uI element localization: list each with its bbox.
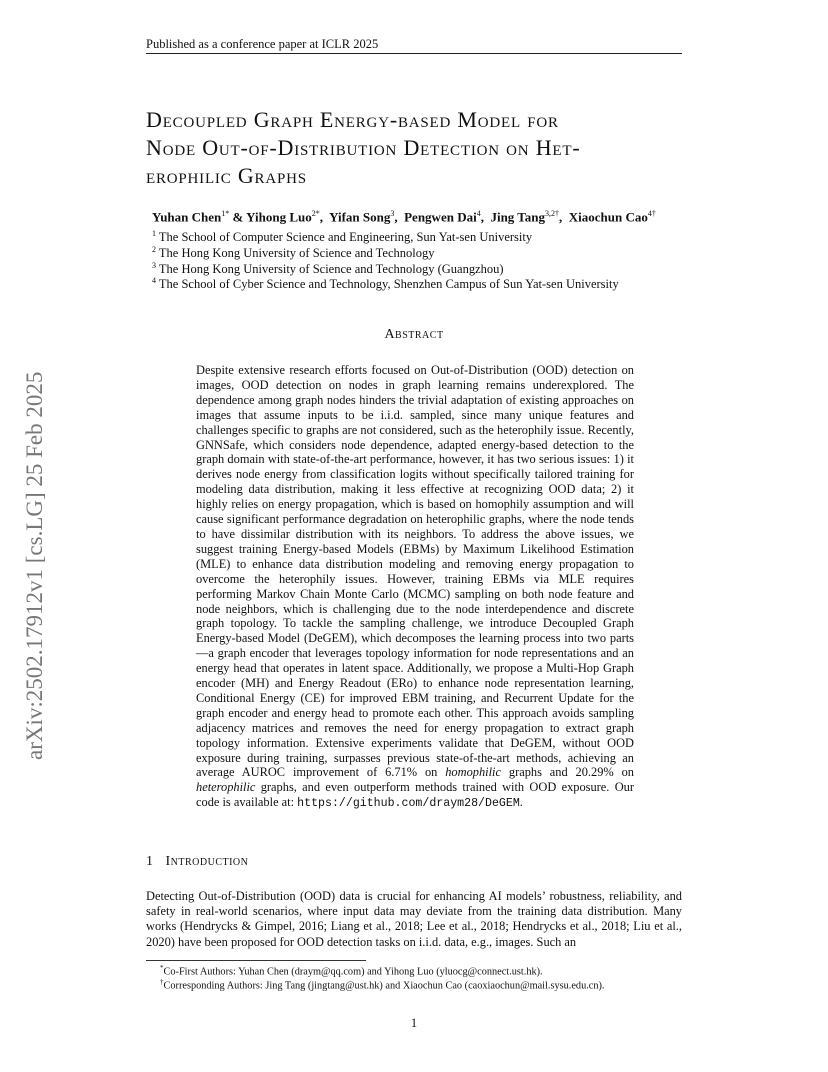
title-line-2: Node Out-of-Distribution Detection on Het- <box>146 135 581 160</box>
author-marker: 1* <box>221 209 230 218</box>
footnote-mark: * <box>160 964 164 972</box>
title-line-1: Decoupled Graph Energy-based Model for <box>146 107 559 132</box>
abstract-paragraph <box>196 363 634 812</box>
intro-body <box>146 889 682 950</box>
author-marker: 3,2† <box>545 209 560 218</box>
abstract-text: graphs and 20.29% on <box>501 765 635 780</box>
affiliation-text: The School of Computer Science and Engineering, Sun Yat-sen University <box>158 230 533 245</box>
title-line-3: erophilic Graphs <box>146 163 307 188</box>
abstract-body <box>196 363 634 812</box>
author-name: Pengwen Dai <box>404 209 477 225</box>
abstract-emphasis: heterophilic <box>196 780 256 795</box>
footnote-text: Co-First Authors: Yuhan Chen (draym@qq.com) and Yihong Luo (yluocg@connect.ust.hk). <box>163 966 543 978</box>
author-name: Yifan Song <box>329 209 391 225</box>
abstract-text: . <box>519 795 523 810</box>
abstract-text: graphs, and even outperform methods trained with OOD exposure. Our code is available at: <box>196 780 634 810</box>
affiliation-number: 2 <box>152 245 156 254</box>
author-name: Yihong Luo <box>246 209 312 225</box>
author-name: Yuhan Chen <box>152 209 222 225</box>
section-heading <box>146 854 248 870</box>
header-rule <box>146 53 682 54</box>
footnote <box>160 978 605 991</box>
author-name: Xiaochun Cao <box>568 209 648 225</box>
footnote <box>160 964 543 977</box>
author-marker: 2* <box>311 209 320 218</box>
affiliation-number: 1 <box>152 229 156 238</box>
abstract-text: Despite extensive research efforts focused on Out-of-Distribution (OOD) detection on images, OOD detection on nodes in graph learning remains underexplored. The dependence among graph nodes hinders the trivial adaptation of existing approaches on images that assume inputs to be i.i.d. sampled, since many unique features and challenges specific to graphs are not considered, such as the heterophily issue. Recently, GNNSafe, which considers node dependence, adapted energy-based detection to the graph domain with state-of-the-art performance, however, it has two serious issues: 1) it derives node energy from classification logits without specifically tailored training for modeling data distribution, making it less effective at recognizing OOD data; 2) it highly relies on energy propagation, which is based on homophily assumption and will cause significant performance degradation on heterophilic graphs, where the node tends to have dissimilar distribution with its neighbors. To address the above issues, we suggest training Energy-based Models (EBMs) by Maximum Likelihood Estimation (MLE) to enhance data distribution modeling and removing energy propagation to overcome the heterophily issues. However, training EBMs via MLE requires performing Markov Chain Monte Carlo (MCMC) sampling on both node feature and node neighbors, which is challenging due to the node interdependence and discrete graph topology. To tackle the sampling challenge, we introduce Decoupled Graph Energy-based Model (DeGEM), which decomposes the learning process into two parts—a graph encoder that leverages topology information for node representations and an energy head that operates in latent space. Additionally, we propose a Multi-Hop Graph encoder (MH) and Energy Readout (ERo) to enhance node representation learning, Conditional Energy (CE) for improved EBM training, and Recurrent Update for the graph encoder and energy head to promote each other. This approach avoids sampling adjacency matrices and removes the need for energy propagation to extract graph topology information. Extensive experiments validate that DeGEM, without OOD exposure during training, surpasses previous state-of-the-art methods, achieving an average AUROC improvement of 6.71% on <box>196 363 634 780</box>
affiliation-text: The School of Cyber Science and Technology, Shenzhen Campus of Sun Yat-sen University <box>158 277 619 292</box>
author-marker: 4† <box>647 209 656 218</box>
affiliation-number: 4 <box>152 276 156 285</box>
author-marker: 4 <box>476 209 481 218</box>
arxiv-stamp-text: arXiv:2502.17912v1 [cs.LG] 25 Feb 2025 <box>22 371 47 760</box>
author-marker: 3 <box>390 209 395 218</box>
arxiv-stamp <box>22 290 46 760</box>
abstract-emphasis: homophilic <box>445 765 501 780</box>
affiliation <box>152 273 619 292</box>
abstract-heading: Abstract <box>384 327 444 342</box>
affiliation-number: 3 <box>152 261 156 270</box>
author-ampersand: & <box>232 209 244 225</box>
footnote-rule <box>146 960 366 961</box>
affiliation-text: The Hong Kong University of Science and Technology (Guangzhou) <box>158 262 504 277</box>
page-number: 1 <box>410 1016 418 1030</box>
section-number: 1 <box>146 854 154 869</box>
running-header: Published as a conference paper at ICLR 2025 <box>146 37 379 51</box>
affiliation-text: The Hong Kong University of Science and Technology <box>158 246 435 261</box>
author-list: Yuhan Chen$^{1*}$ & Yihong Luo$^{2*}$, Yifan Song$^3$, Pengwen Dai$^4$, Jing Tang$^{3,2\dagger}$, Xiaochun Cao$^{4\dagger}$ <box>152 209 656 225</box>
footnote-mark: † <box>160 978 164 986</box>
code-link[interactable]: https://github.com/draym28/DeGEM <box>297 797 520 811</box>
author-name: Jing Tang <box>490 209 546 225</box>
paper-title <box>146 106 706 190</box>
footnote-text: Corresponding Authors: Jing Tang (jingtang@ust.hk) and Xiaochun Cao (caoxiaochun@mail.sysu.edu.cn). <box>163 980 605 992</box>
intro-paragraph: Detecting Out-of-Distribution (OOD) data is crucial for enhancing AI models’ robustness, reliability, and safety in real-world scenarios, where input data may deviate from the training data distribution. Many works (Hendrycks & Gimpel, 2016; Liang et al., 2018; Lee et al., 2018; Hendrycks et al., 2018; Liu et al., 2020) have been proposed for OOD detection tasks on i.i.d. data, e.g., images. Such an <box>146 889 682 949</box>
section-title: Introduction <box>165 854 249 869</box>
